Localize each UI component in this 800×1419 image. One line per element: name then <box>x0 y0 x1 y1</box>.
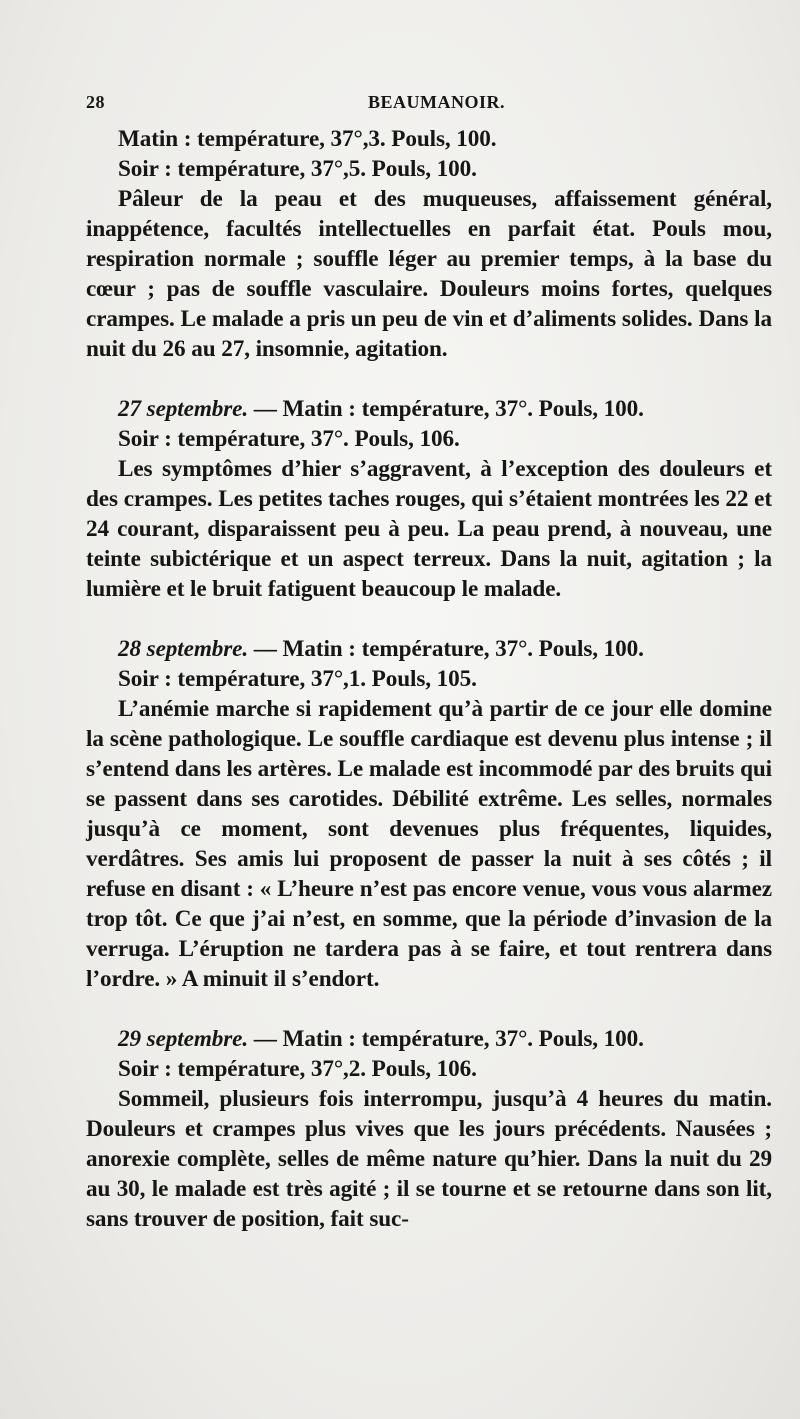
page-number: 28 <box>86 92 105 112</box>
entry-date: 29 septembre. <box>118 1026 249 1052</box>
paragraph: Sommeil, plusieurs fois interrompu, jusqu’à 4 heures du matin. Douleurs et crampes plus vives que les jours précédents. Nausées ; anorexie complète, selles de même nature qu’hier. Dans la nuit du 29 au 30, le malade est très agité ; il se tourne et se retourne dans son lit, sans trouver de position, fait suc- <box>86 1086 772 1232</box>
paragraph: Matin : température, 37°,3. Pouls, 100. <box>118 126 497 152</box>
paragraph: Soir : température, 37°,2. Pouls, 106. <box>118 1056 477 1082</box>
paragraph: Pâleur de la peau et des muqueuses, affaissement général, inappétence, facultés intellectuelles en parfait état. Pouls mou, respiration normale ; souffle léger au premier temps, à la base du cœur ; pas de souffle vasculaire. Douleurs moins fortes, quelques crampes. Le malade a pris un peu de vin et d’aliments solides. Dans la nuit du 26 au 27, insomnie, agitation. <box>86 186 772 362</box>
dated-entry <box>86 634 772 664</box>
paragraph: L’anémie marche si rapidement qu’à partir de ce jour elle domine la scène pathologique. Le souffle cardiaque est devenu plus intense ; il s’entend dans les artères. Le malade est incommodé par des bruits qui se passent dans ses carotides. Débilité extrême. Les selles, normales jusqu’à ce moment, sont devenues plus fréquentes, liquides, verdâtres. Ses amis lui proposent de passer la nuit à ses côtés ; il refuse en disant : « L’heure n’est pas encore venue, vous vous alarmez trop tôt. Ce que j’ai n’est, en somme, que la période d’invasion de la verruga. L’éruption ne tardera pas à se faire, et tout rentrera dans l’ordre. » A minuit il s’endort. <box>86 696 772 992</box>
body-text <box>86 124 772 1234</box>
paragraph: Soir : température, 37°,5. Pouls, 100. <box>118 156 477 182</box>
entry-date: 27 septembre. <box>118 396 249 422</box>
paragraph: Les symptômes d’hier s’aggravent, à l’exception des douleurs et des crampes. Les petites taches rouges, qui s’étaient montrées les 22 et 24 courant, disparaissent peu à peu. La peau prend, à nouveau, une teinte subictérique et un aspect terreux. Dans la nuit, agitation ; la lumière et le bruit fatiguent beaucoup le malade. <box>86 456 772 602</box>
entry-text: — Matin : température, 37°. Pouls, 100. <box>248 636 644 662</box>
dated-entry <box>86 1024 772 1054</box>
paragraph: Soir : température, 37°,1. Pouls, 105. <box>118 666 477 692</box>
paragraph: Soir : température, 37°. Pouls, 106. <box>118 426 460 452</box>
entry-date: 28 septembre. <box>118 636 249 662</box>
entry-text: — Matin : température, 37°. Pouls, 100. <box>248 396 644 422</box>
entry-text: — Matin : température, 37°. Pouls, 100. <box>248 1026 644 1052</box>
dated-entry <box>86 394 772 424</box>
page-header <box>86 92 726 118</box>
running-title: BEAUMANOIR. <box>368 92 506 112</box>
